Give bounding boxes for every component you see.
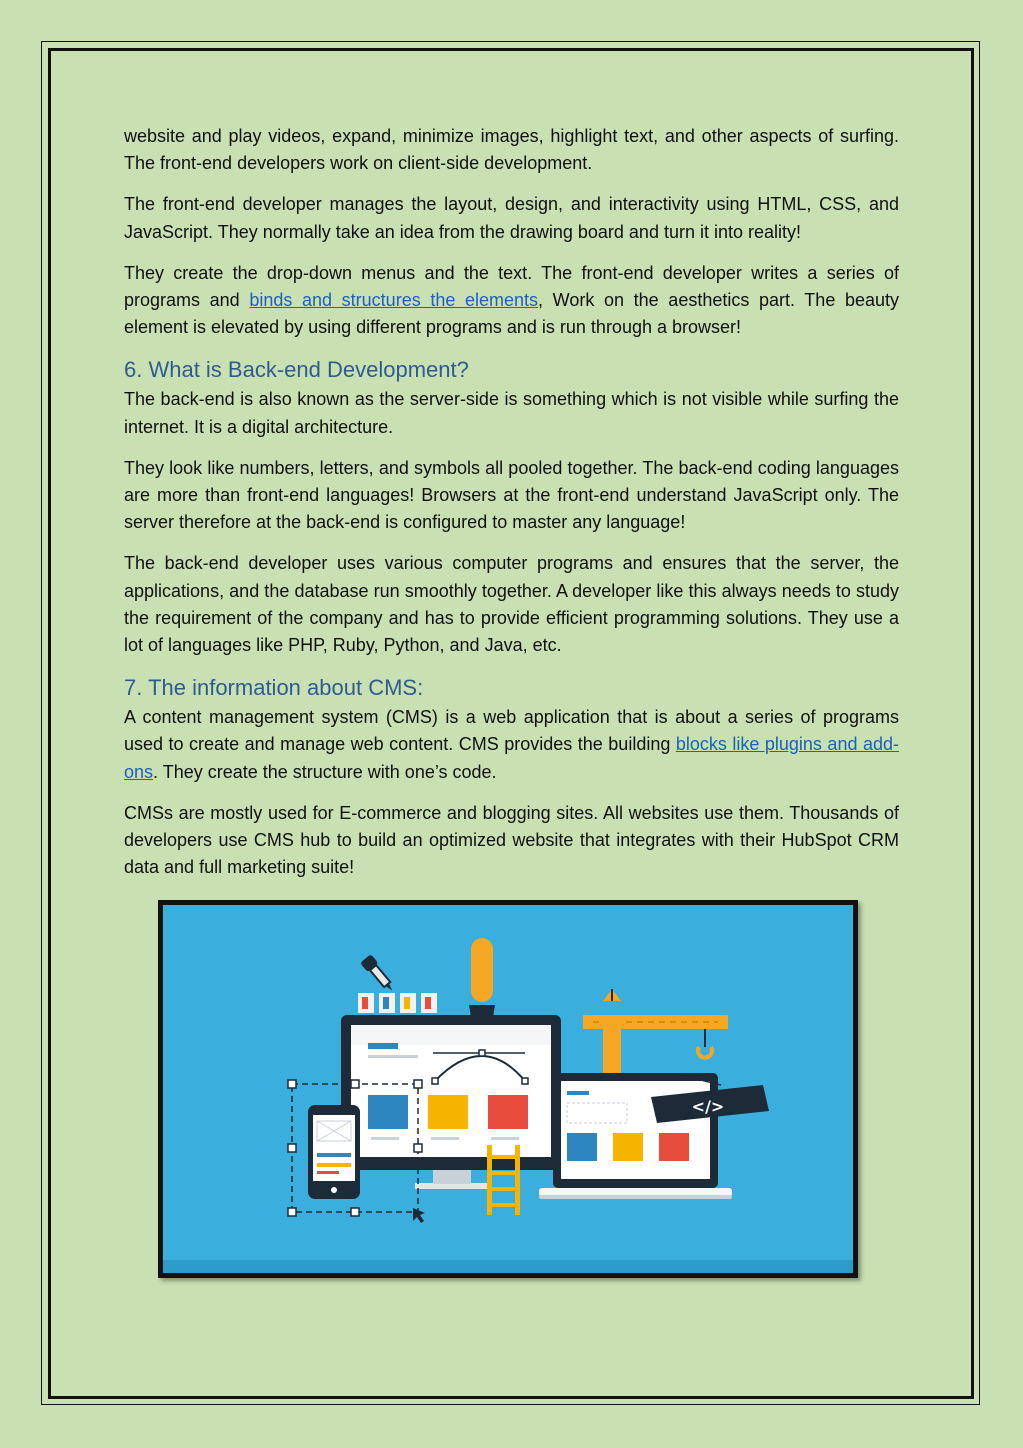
heading-cms: 7. The information about CMS: (124, 675, 424, 701)
paragraph-5: They look like numbers, letters, and symbols all pooled together. The back-end coding languages are more than front-end languages! Browsers at the front-end understand JavaScript only. The server therefore at the back-end is configured to master any language! (124, 457, 899, 533)
paragraph-3-text-a: They create the drop-down menus and the text. The front-end developer writes a series of programs and (124, 262, 899, 311)
paragraph-3 (124, 260, 899, 342)
binds-structures-link[interactable]: binds and structures the elements (249, 290, 539, 311)
paragraph-7-text-a: A content management system (CMS) is a web application that is about a series of programs used to create and manage web content. CMS provides the building (124, 707, 899, 755)
illustration-canvas (163, 905, 853, 1273)
document-body (124, 123, 899, 895)
paragraph-8: CMSs are mostly used for E-commerce and blogging sites. All websites use them. Thousands of developers use CMS hub to build an optimized website that integrates with their HubSpot CRM data and full marketing suite! (124, 802, 899, 878)
smartphone (308, 1105, 360, 1199)
plugins-addons-link[interactable]: blocks like plugins and add-ons (124, 734, 899, 782)
paragraph-3-text-b: , Work on the aesthetics part. The beauty element is elevated by using different programs and is run through a browser! (124, 290, 900, 338)
paragraph-4: The back-end is also known as the server-side is something which is not visible while surfing the internet. It is a digital architecture. (124, 389, 899, 437)
paragraph-7 (124, 704, 899, 786)
paragraph-1: website and play videos, expand, minimize images, highlight text, and other aspects of surfing. The front-end developers work on client-side development. (124, 126, 899, 174)
paragraph-2: The front-end developer manages the layout, design, and interactivity using HTML, CSS, and JavaScript. They normally take an idea from the drawing board and turn it into reality! (124, 194, 899, 242)
desktop-monitor (341, 1015, 561, 1189)
code-tag-text: </> (691, 1097, 725, 1116)
heading-back-end: 6. What is Back-end Development? (124, 357, 469, 383)
web-design-illustration (158, 900, 858, 1278)
paragraph-7-text-b: . They create the structure with one’s code. (153, 761, 497, 782)
paragraph-6: The back-end developer uses various computer programs and ensures that the server, the applications, and the database run smoothly together. A developer like this always needs to study the requirement of the company and has to provide efficient programming solutions. They use a lot of languages like PHP, Ruby, Python, and Java, etc. (124, 553, 899, 656)
